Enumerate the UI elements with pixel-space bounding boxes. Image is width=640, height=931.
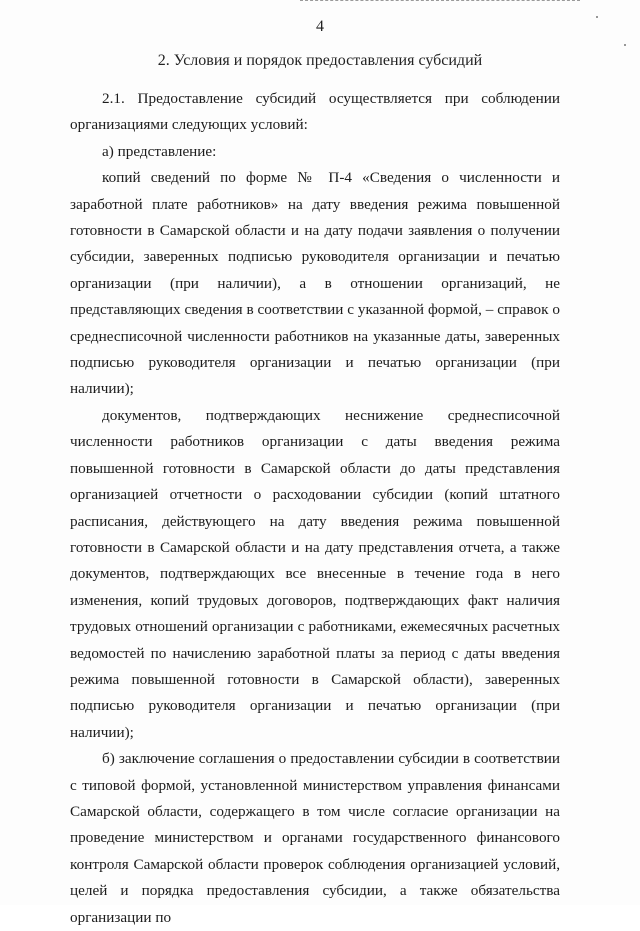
paragraph-documents: документов, подтверждающих неснижение среднесписочной численности работников организации с даты введения режима повышенной готовности в Самарской области до даты представления организацией отчетности о расходовании субсидии (копий штатного расписания, действующего на дату введения режима повышенной готовности в Самарской области и на дату представления отчета, а также документов, подтверждающих все внесенные в течение года в него изменения, копий трудовых договоров, подтверждающих факт наличия трудовых отношений организации с работниками, ежемесячных расчетных ведомостей по начислению заработной платы за период с даты введения режима повышенной готовности в Самарской области), заверенных подписью руководителя организации и печатью организации (при наличии); xyxy=(70,406,560,741)
page-number: 4 xyxy=(316,18,324,35)
paragraph-2-1: 2.1. Предоставление субсидий осуществляется при соблюдении организациями следующих условий: xyxy=(70,90,560,134)
paragraph-item-a: а) представление: xyxy=(102,142,217,160)
document-body xyxy=(70,86,560,931)
paragraph-item-b: б) заключение соглашения о предоставлении субсидии в соответствии с типовой формой, установленной министерством управления финансами Самарской области, содержащего в том числе согласие организации на проведение министерством и органами государственного финансового контроля Самарской области проверок соблюдения организацией условий, целей и порядка предоставления субсидии, а также обязательства организации по xyxy=(70,750,560,926)
scan-edge-line xyxy=(300,0,580,3)
section-title: 2. Условия и порядок предоставления субсидий xyxy=(157,52,483,69)
scan-speck xyxy=(624,44,626,46)
paragraph-p4-copies: копий сведений по форме № П-4 «Сведения о численности и заработной плате работников» на дату введения режима повышенной готовности в Самарской области и на дату подачи заявления о получении субсидии, заверенных подписью руководителя организации и печатью организации (при наличии), а в отношении организаций, не представляющих сведения в соответствии с указанной формой, – справок о среднесписочной численности работников на указанные даты, заверенных подписью руководителя организации и печатью организации (при наличии); xyxy=(70,169,560,398)
